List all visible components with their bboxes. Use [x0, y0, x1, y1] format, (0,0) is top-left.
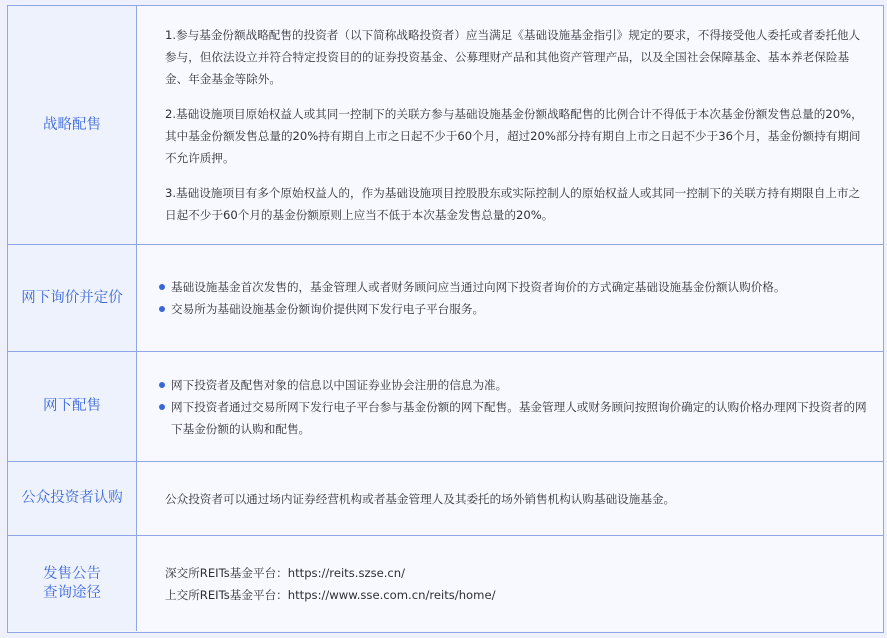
- list-item: 基础设施基金首次发售的，基金管理人或者财务顾问应当通过向网下投资者询价的方式确定基础设施基金份额认购价格。: [165, 276, 869, 298]
- row-label: 网下配售: [8, 352, 137, 461]
- row-content: [137, 462, 883, 535]
- row-label: 公众投资者认购: [8, 462, 137, 535]
- paragraph: 2.基础设施项目原始权益人或其同一控制下的关联方参与基础设施基金份额战略配售的比例合计不得低于本次基金份额发售总量的20%，其中基金份额发售总量的20%持有期自上市之日起不少于60个月，超过20%部分持有期自上市之日起不少于36个月，基金份额持有期间不允许质押。: [165, 107, 863, 165]
- table-row-offline-pricing: [8, 244, 883, 351]
- row-label: 战略配售: [8, 6, 137, 244]
- row-label: 发售公告 查询途径: [8, 536, 137, 631]
- table-row-announcement-query: [8, 535, 883, 631]
- paragraph: 公众投资者可以通过场内证券经营机构或者基金管理人及其委托的场外销售机构认购基础设施基金。: [165, 491, 676, 506]
- list-item: 网下投资者通过交易所网下发行电子平台参与基金份额的网下配售。基金管理人或财务顾问按照询价确定的认购价格办理网下投资者的网下基金份额的认购和配售。: [165, 396, 869, 440]
- row-content: [137, 536, 883, 631]
- table-row-strategic-placement: [8, 6, 883, 244]
- szse-reits-link[interactable]: 深交所REITs基金平台：https://reits.szse.cn/: [165, 565, 406, 580]
- sse-reits-link[interactable]: 上交所REITs基金平台：https://www.sse.com.cn/reits/home/: [165, 587, 496, 602]
- bullet-dot-icon: [159, 306, 165, 312]
- list-item: 网下投资者及配售对象的信息以中国证券业协会注册的信息为准。: [165, 374, 869, 396]
- bullet-dot-icon: [159, 382, 165, 388]
- bullet-dot-icon: [159, 284, 165, 290]
- list-item: 交易所为基础设施基金份额询价提供网下发行电子平台服务。: [165, 298, 869, 320]
- row-label: 网下询价并定价: [8, 245, 137, 351]
- info-table: [7, 5, 884, 633]
- row-content: [137, 352, 883, 461]
- bullet-dot-icon: [159, 404, 165, 410]
- paragraph: 3.基础设施项目有多个原始权益人的，作为基础设施项目控股股东或实际控制人的原始权益人或其同一控制下的关联方持有期限自上市之日起不少于60个月的基金份额原则上应当不低于本次基金发售总量的20%。: [165, 186, 861, 222]
- table-row-offline-placement: [8, 351, 883, 461]
- row-content: [137, 6, 883, 244]
- row-content: [137, 245, 883, 351]
- paragraph: 1.参与基金份额战略配售的投资者（以下简称战略投资者）应当满足《基础设施基金指引》规定的要求，不得接受他人委托或者委托他人参与，但依法设立并符合特定投资目的的证券投资基金、公募理财产品和其他资产管理产品，以及全国社会保障基金、基本养老保险基金、年金基金等除外。: [165, 28, 861, 86]
- table-row-public-subscription: [8, 461, 883, 535]
